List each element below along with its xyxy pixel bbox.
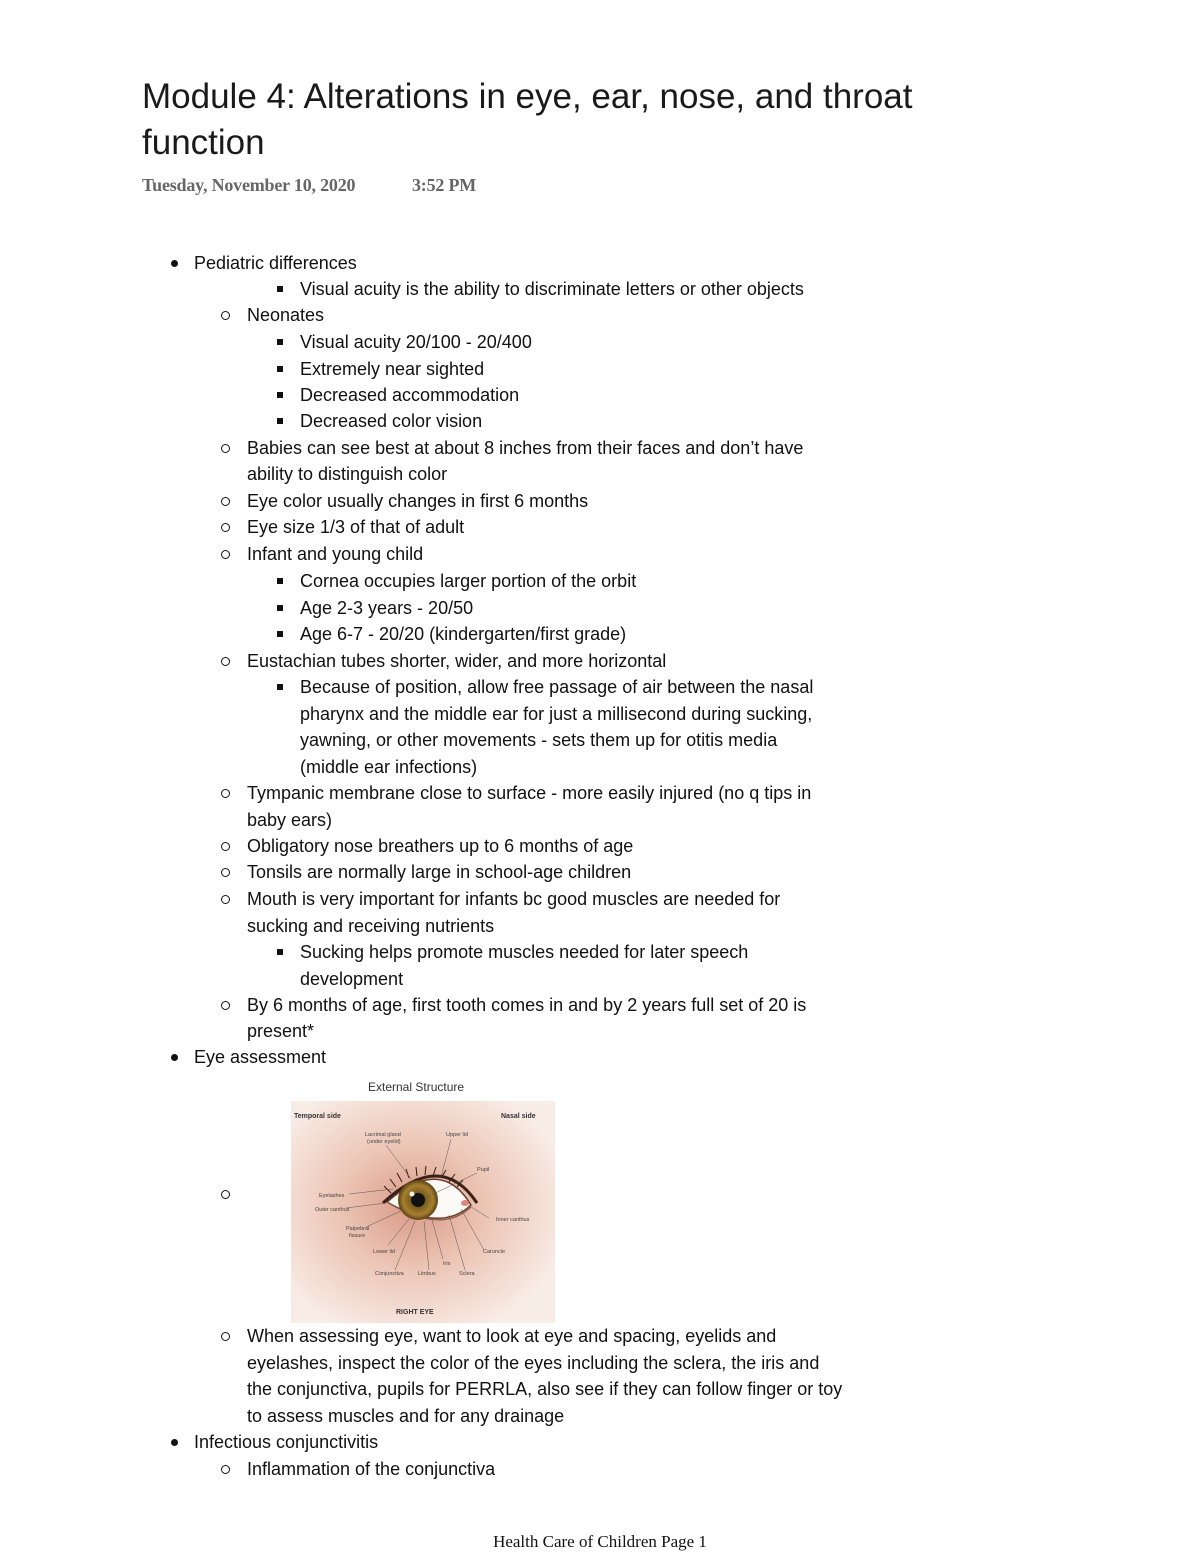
list-item: Cornea occupies larger portion of the orbit: [300, 568, 636, 594]
bullet-eye-assessment: Eye assessment: [194, 1044, 326, 1070]
list-item-continuation: to assess muscles and for any drainage: [247, 1406, 565, 1426]
limbus-label: Limbus: [418, 1271, 436, 1277]
list-item: Babies can see best at about 8 inches from their faces and don’t have: [247, 435, 803, 461]
lacrimal-gland-label: Lacrimal gland: [365, 1132, 401, 1138]
list-item-continuation: present*: [247, 1021, 315, 1041]
figure-bullet: [221, 1190, 230, 1199]
list-item: Sucking helps promote muscles needed for later speech: [300, 939, 748, 965]
outer-canthus-label: Outer canthus: [315, 1207, 350, 1213]
nasal-side-label: Nasal side: [501, 1113, 536, 1120]
list-item: Tympanic membrane close to surface - more easily injured (no q tips in: [247, 780, 811, 806]
list-item: Eye color usually changes in first 6 months: [247, 488, 588, 514]
list-item: Visual acuity 20/100 - 20/400: [300, 329, 532, 355]
list-item-continuation: development: [300, 969, 404, 989]
list-item: Decreased color vision: [300, 408, 482, 434]
sclera-label: Sclera: [459, 1271, 475, 1277]
bullet-infectious-conjunctivitis: Infectious conjunctivitis: [194, 1429, 378, 1455]
list-item-continuation: yawning, or other movements - sets them up for otitis media: [300, 730, 778, 750]
list-item: Because of position, allow free passage of air between the nasal: [300, 674, 813, 700]
list-item-continuation: pharynx and the middle ear for just a millisecond during sucking,: [300, 704, 813, 724]
caruncle-label: Caruncle: [483, 1249, 506, 1255]
light-reflection: [410, 1192, 415, 1197]
figure-caption: External Structure: [368, 1080, 465, 1094]
list-item: Age 2-3 years - 20/50: [300, 595, 473, 621]
iris-label: Iris: [443, 1261, 451, 1267]
note-date: Tuesday, November 10, 2020: [142, 175, 356, 195]
list-item: Mouth is very important for infants bc good muscles are needed for: [247, 886, 780, 912]
list-item-continuation: (middle ear infections): [300, 757, 478, 777]
list-item: Inflammation of the conjunctiva: [247, 1456, 495, 1482]
lower-lid-label: Lower lid: [373, 1249, 396, 1255]
conjunctiva-label: Conjunctiva: [375, 1271, 404, 1277]
list-item: Eye size 1/3 of that of adult: [247, 514, 464, 540]
pupil-label: Pupil: [477, 1167, 490, 1173]
bullet-pediatric-differences: Pediatric differences: [194, 250, 357, 276]
page-title: Module 4: Alterations in eye, ear, nose, and throat function: [142, 77, 913, 162]
page-footer: Health Care of Children Page 1: [493, 1532, 707, 1551]
right-eye-label: RIGHT EYE: [396, 1309, 434, 1316]
eye-anatomy-figure: [291, 1075, 555, 1323]
list-item: Decreased accommodation: [300, 382, 519, 408]
upper-lid-label: Upper lid: [446, 1132, 469, 1138]
list-item: Tonsils are normally large in school-age children: [247, 859, 631, 885]
eyelashes-label: Eyelashes: [319, 1193, 345, 1199]
note-time: 3:52 PM: [412, 175, 477, 195]
list-item: Eustachian tubes shorter, wider, and more horizontal: [247, 648, 666, 674]
list-item: When assessing eye, want to look at eye and spacing, eyelids and: [247, 1323, 776, 1349]
list-item-continuation: eyelashes, inspect the color of the eyes including the sclera, the iris and: [247, 1353, 820, 1373]
list-item: Visual acuity is the ability to discriminate letters or other objects: [300, 276, 804, 302]
palpebral-label: Palpebral: [346, 1226, 370, 1232]
caruncle: [461, 1200, 469, 1206]
lacrimal-gland-sub-label: (under eyelid): [367, 1139, 401, 1145]
list-item-continuation: the conjunctiva, pupils for PERRLA, also see if they can follow finger or toy: [247, 1379, 843, 1399]
list-item: Neonates: [247, 302, 324, 328]
list-item-continuation: baby ears): [247, 810, 333, 830]
fissure-label: fissure: [349, 1233, 366, 1239]
list-item: Infant and young child: [247, 541, 423, 567]
list-item: Extremely near sighted: [300, 356, 484, 382]
list-item: Obligatory nose breathers up to 6 months of age: [247, 833, 633, 859]
eye-anatomy-illustration: [291, 1075, 555, 1323]
inner-canthus-label: Inner canthus: [496, 1217, 530, 1223]
list-item: Age 6-7 - 20/20 (kindergarten/first grade): [300, 621, 626, 647]
temporal-side-label: Temporal side: [294, 1113, 341, 1120]
list-item-continuation: ability to distinguish color: [247, 464, 448, 484]
list-item: By 6 months of age, first tooth comes in and by 2 years full set of 20 is: [247, 992, 806, 1018]
list-item-continuation: sucking and receiving nutrients: [247, 916, 495, 936]
